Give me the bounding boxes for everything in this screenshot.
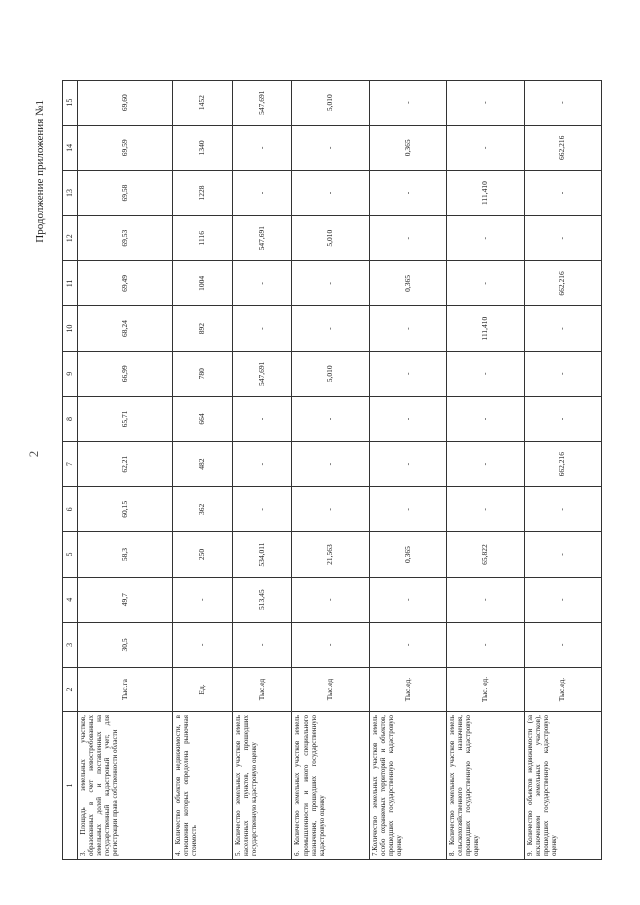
value-cell: 1004 bbox=[173, 261, 233, 306]
table-row bbox=[173, 80, 233, 859]
value-cell: 892 bbox=[173, 306, 233, 351]
unit-cell: Тыс.га bbox=[78, 668, 173, 712]
value-cell: 69,58 bbox=[78, 170, 173, 215]
value-cell: 513,45 bbox=[232, 577, 292, 622]
value-cell: 534,011 bbox=[232, 532, 292, 577]
rotated-table-container bbox=[34, 80, 602, 860]
value-cell: 69,49 bbox=[78, 261, 173, 306]
column-header-7: 7 bbox=[63, 442, 78, 487]
column-header-14: 14 bbox=[63, 125, 78, 170]
value-cell: 0,365 bbox=[369, 532, 446, 577]
indicator-cell: 8. Количество земельных участков земель сельскохозяйственного назначения, прошедших государственную кадастровую оценку bbox=[447, 712, 524, 860]
table-row bbox=[292, 80, 369, 859]
column-header-12: 12 bbox=[63, 216, 78, 261]
indicator-cell: 7.Количество земельных участков земель особо охраняемых территорий и объектов, прошедших государственную кадастровую оценку bbox=[369, 712, 446, 860]
value-cell: 482 bbox=[173, 442, 233, 487]
value-cell: - bbox=[369, 487, 446, 532]
unit-cell: Тыс.ед bbox=[292, 668, 369, 712]
value-cell: - bbox=[292, 442, 369, 487]
value-cell: - bbox=[524, 306, 601, 351]
value-cell: 66,99 bbox=[78, 351, 173, 396]
page-number: 2 bbox=[26, 450, 41, 458]
indicator-cell: 5. Количество земельных участков земель населенных пунктов, прошедших государственную кадастровую оценку bbox=[232, 712, 292, 860]
column-header-4: 4 bbox=[63, 577, 78, 622]
value-cell: - bbox=[369, 216, 446, 261]
unit-cell: Тыс.ед bbox=[232, 668, 292, 712]
column-header-13: 13 bbox=[63, 170, 78, 215]
value-cell: - bbox=[524, 216, 601, 261]
value-cell: - bbox=[292, 622, 369, 667]
value-cell: 664 bbox=[173, 396, 233, 441]
value-cell: - bbox=[292, 125, 369, 170]
value-cell: - bbox=[232, 622, 292, 667]
column-header-15: 15 bbox=[63, 80, 78, 125]
value-cell: 1116 bbox=[173, 216, 233, 261]
value-cell: - bbox=[292, 261, 369, 306]
value-cell: 69,60 bbox=[78, 80, 173, 125]
value-cell: 0,365 bbox=[369, 261, 446, 306]
value-cell: 21,563 bbox=[292, 532, 369, 577]
appendix-caption: Продолжение приложения №1 bbox=[34, 100, 46, 243]
value-cell: 547,691 bbox=[232, 80, 292, 125]
value-cell: - bbox=[232, 487, 292, 532]
value-cell: - bbox=[173, 577, 233, 622]
value-cell: - bbox=[232, 125, 292, 170]
value-cell: 5,010 bbox=[292, 216, 369, 261]
column-header-3: 3 bbox=[63, 622, 78, 667]
column-header-1: 1 bbox=[63, 712, 78, 860]
value-cell: - bbox=[232, 306, 292, 351]
value-cell: - bbox=[447, 622, 524, 667]
indicator-cell: 4. Количество объектов недвижимости, в отношении которых определена рыночная стоимость bbox=[173, 712, 233, 860]
value-cell: - bbox=[292, 306, 369, 351]
unit-cell: Ед. bbox=[173, 668, 233, 712]
value-cell: - bbox=[369, 80, 446, 125]
column-header-6: 6 bbox=[63, 487, 78, 532]
value-cell: - bbox=[369, 622, 446, 667]
value-cell: - bbox=[292, 487, 369, 532]
value-cell: 65,822 bbox=[447, 532, 524, 577]
value-cell: 662,216 bbox=[524, 125, 601, 170]
value-cell: - bbox=[292, 396, 369, 441]
value-cell: - bbox=[447, 80, 524, 125]
value-cell: - bbox=[232, 170, 292, 215]
value-cell: 69,59 bbox=[78, 125, 173, 170]
unit-cell: Тыс.ед. bbox=[524, 668, 601, 712]
value-cell: - bbox=[292, 170, 369, 215]
value-cell: - bbox=[524, 80, 601, 125]
table-row bbox=[524, 80, 601, 859]
value-cell: - bbox=[524, 487, 601, 532]
value-cell: 1452 bbox=[173, 80, 233, 125]
value-cell: 60,15 bbox=[78, 487, 173, 532]
value-cell: - bbox=[292, 577, 369, 622]
value-cell: - bbox=[232, 261, 292, 306]
value-cell: 65,71 bbox=[78, 396, 173, 441]
value-cell: - bbox=[447, 125, 524, 170]
value-cell: - bbox=[524, 170, 601, 215]
table-row bbox=[232, 80, 292, 859]
value-cell: - bbox=[369, 170, 446, 215]
column-header-9: 9 bbox=[63, 351, 78, 396]
value-cell: - bbox=[524, 577, 601, 622]
table-row bbox=[78, 80, 173, 859]
value-cell: - bbox=[369, 306, 446, 351]
table-row bbox=[447, 80, 524, 859]
value-cell: - bbox=[447, 261, 524, 306]
value-cell: - bbox=[524, 351, 601, 396]
value-cell: - bbox=[232, 396, 292, 441]
indicator-cell: 3. Площадь земельных участков, образованных в счет невостребованных земельных долей и поставленных на государственный кадастровый учет, для регистрации права собственности области bbox=[78, 712, 173, 860]
value-cell: 30,5 bbox=[78, 622, 173, 667]
value-cell: 780 bbox=[173, 351, 233, 396]
value-cell: - bbox=[524, 532, 601, 577]
value-cell: 547,691 bbox=[232, 216, 292, 261]
table-row bbox=[369, 80, 446, 859]
value-cell: 5,010 bbox=[292, 80, 369, 125]
indicator-cell: 9. Количество объектов недвижимости (за исключением земельных участков), прошедших государственную кадастровую оценку bbox=[524, 712, 601, 860]
value-cell: - bbox=[447, 487, 524, 532]
value-cell: 662,216 bbox=[524, 261, 601, 306]
column-header-2: 2 bbox=[63, 668, 78, 712]
value-cell: - bbox=[524, 622, 601, 667]
column-header-5: 5 bbox=[63, 532, 78, 577]
value-cell: 49,7 bbox=[78, 577, 173, 622]
column-header-11: 11 bbox=[63, 261, 78, 306]
value-cell: - bbox=[369, 396, 446, 441]
value-cell: 69,53 bbox=[78, 216, 173, 261]
value-cell: 547,691 bbox=[232, 351, 292, 396]
unit-cell: Тыс.ед. bbox=[369, 668, 446, 712]
value-cell: 1228 bbox=[173, 170, 233, 215]
value-cell: 5,010 bbox=[292, 351, 369, 396]
data-table bbox=[62, 80, 602, 860]
value-cell: - bbox=[447, 216, 524, 261]
value-cell: - bbox=[524, 396, 601, 441]
value-cell: - bbox=[369, 577, 446, 622]
value-cell: 362 bbox=[173, 487, 233, 532]
value-cell: - bbox=[447, 442, 524, 487]
value-cell: - bbox=[447, 577, 524, 622]
header-row bbox=[63, 80, 78, 859]
value-cell: 68,24 bbox=[78, 306, 173, 351]
value-cell: 62,21 bbox=[78, 442, 173, 487]
table-body bbox=[78, 80, 602, 859]
value-cell: 250 bbox=[173, 532, 233, 577]
value-cell: - bbox=[369, 351, 446, 396]
value-cell: - bbox=[173, 622, 233, 667]
value-cell: - bbox=[369, 442, 446, 487]
value-cell: 111,410 bbox=[447, 306, 524, 351]
indicator-cell: 6. Количество земельных участков земель промышленности и иного специального назначения, прошедших государственную кадастровую оценку bbox=[292, 712, 369, 860]
value-cell: - bbox=[447, 396, 524, 441]
value-cell: 662,216 bbox=[524, 442, 601, 487]
value-cell: - bbox=[447, 351, 524, 396]
value-cell: - bbox=[232, 442, 292, 487]
value-cell: 1340 bbox=[173, 125, 233, 170]
value-cell: 111,410 bbox=[447, 170, 524, 215]
value-cell: 0,365 bbox=[369, 125, 446, 170]
unit-cell: Тыс. ед. bbox=[447, 668, 524, 712]
value-cell: 58,3 bbox=[78, 532, 173, 577]
column-header-8: 8 bbox=[63, 396, 78, 441]
column-header-10: 10 bbox=[63, 306, 78, 351]
